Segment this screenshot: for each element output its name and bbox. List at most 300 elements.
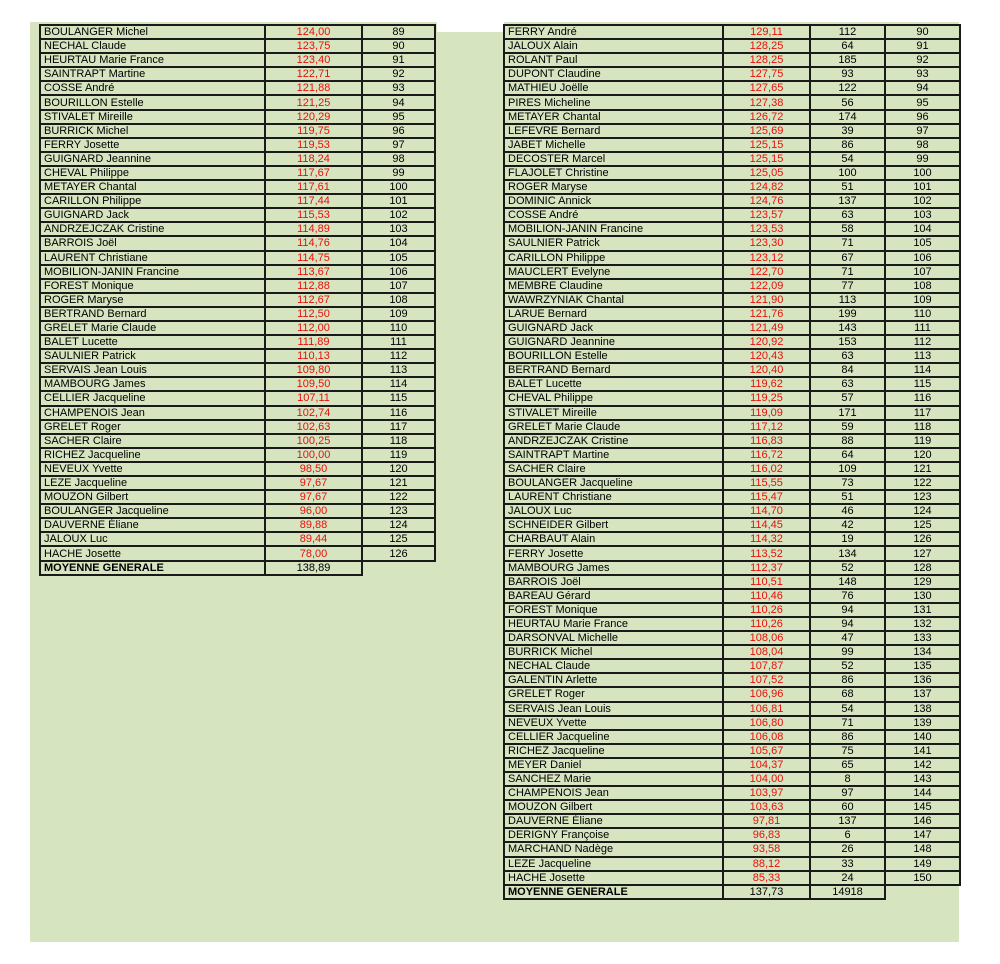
table-row xyxy=(504,702,960,716)
table-row xyxy=(504,110,960,124)
count-cell: 54 xyxy=(810,152,885,166)
table-row xyxy=(40,194,435,208)
member-name-cell: CARILLON Philippe xyxy=(40,194,265,208)
rank-cell: 132 xyxy=(885,617,960,631)
rank-cell: 108 xyxy=(362,293,435,307)
empty-cell xyxy=(885,885,960,899)
rank-cell: 141 xyxy=(885,744,960,758)
table-row xyxy=(504,293,960,307)
rank-cell: 91 xyxy=(362,53,435,67)
score-cell: 114,89 xyxy=(265,222,362,236)
member-name-cell: CHAMPENOIS Jean xyxy=(504,786,723,800)
score-cell: 114,45 xyxy=(723,518,810,532)
table-row xyxy=(40,222,435,236)
score-cell: 108,04 xyxy=(723,645,810,659)
member-name-cell: BOULANGER Michel xyxy=(40,25,265,39)
rank-cell: 127 xyxy=(885,546,960,560)
rank-cell: 98 xyxy=(362,152,435,166)
count-cell: 19 xyxy=(810,532,885,546)
table-row xyxy=(504,532,960,546)
score-cell: 128,25 xyxy=(723,39,810,53)
count-cell: 97 xyxy=(810,786,885,800)
score-cell: 97,81 xyxy=(723,814,810,828)
count-cell: 58 xyxy=(810,222,885,236)
score-cell: 119,25 xyxy=(723,391,810,405)
average-row xyxy=(40,561,435,575)
rank-cell: 103 xyxy=(885,208,960,222)
member-name-cell: METAYER Chantal xyxy=(504,110,723,124)
score-cell: 106,96 xyxy=(723,687,810,701)
member-name-cell: METAYER Chantal xyxy=(40,180,265,194)
rank-cell: 133 xyxy=(885,631,960,645)
rank-cell: 107 xyxy=(885,265,960,279)
table-row xyxy=(40,81,435,95)
table-row xyxy=(40,406,435,420)
score-cell: 125,05 xyxy=(723,166,810,180)
member-name-cell: FERRY Josette xyxy=(40,138,265,152)
rank-cell: 98 xyxy=(885,138,960,152)
table-row xyxy=(504,659,960,673)
score-cell: 127,38 xyxy=(723,95,810,109)
average-label: MOYENNE GENERALE xyxy=(504,885,723,899)
score-cell: 120,92 xyxy=(723,335,810,349)
table-row xyxy=(504,490,960,504)
count-cell: 112 xyxy=(810,25,885,39)
table-row xyxy=(40,377,435,391)
rank-cell: 116 xyxy=(885,391,960,405)
average-row xyxy=(504,885,960,899)
table-row xyxy=(40,391,435,405)
empty-cell xyxy=(362,561,435,575)
member-name-cell: BARROIS Joël xyxy=(40,236,265,250)
rank-cell: 147 xyxy=(885,828,960,842)
member-name-cell: STIVALET Mireille xyxy=(40,110,265,124)
count-cell: 59 xyxy=(810,420,885,434)
member-name-cell: LAURENT Christiane xyxy=(40,251,265,265)
average-value: 138,89 xyxy=(265,561,362,575)
member-name-cell: JABET Michelle xyxy=(504,138,723,152)
rank-cell: 102 xyxy=(885,194,960,208)
score-cell: 112,00 xyxy=(265,321,362,335)
score-cell: 125,69 xyxy=(723,124,810,138)
member-name-cell: ROGER Maryse xyxy=(504,180,723,194)
member-name-cell: DECOSTER Marcel xyxy=(504,152,723,166)
rank-cell: 113 xyxy=(885,349,960,363)
rank-cell: 97 xyxy=(885,124,960,138)
member-name-cell: LEFEVRE Bernard xyxy=(504,124,723,138)
table-row xyxy=(40,335,435,349)
table-row xyxy=(504,871,960,885)
member-name-cell: ANDRZEJCZAK Cristine xyxy=(40,222,265,236)
table-row xyxy=(40,476,435,490)
rank-cell: 145 xyxy=(885,800,960,814)
member-name-cell: MAMBOURG James xyxy=(40,377,265,391)
score-cell: 125,15 xyxy=(723,152,810,166)
count-cell: 46 xyxy=(810,504,885,518)
score-cell: 88,12 xyxy=(723,857,810,871)
rank-cell: 143 xyxy=(885,772,960,786)
score-cell: 100,25 xyxy=(265,434,362,448)
rank-cell: 100 xyxy=(885,166,960,180)
score-cell: 116,83 xyxy=(723,434,810,448)
rank-cell: 93 xyxy=(362,81,435,95)
table-row xyxy=(504,321,960,335)
member-name-cell: DAUVERNE Éliane xyxy=(504,814,723,828)
score-cell: 106,08 xyxy=(723,730,810,744)
rank-cell: 115 xyxy=(885,377,960,391)
score-cell: 111,89 xyxy=(265,335,362,349)
score-cell: 126,72 xyxy=(723,110,810,124)
table-row xyxy=(504,307,960,321)
table-row xyxy=(40,279,435,293)
member-name-cell: MOUZON Gilbert xyxy=(40,490,265,504)
rank-cell: 138 xyxy=(885,702,960,716)
rank-cell: 105 xyxy=(885,236,960,250)
rank-cell: 96 xyxy=(362,124,435,138)
table-row xyxy=(504,786,960,800)
member-name-cell: SCHNEIDER Gilbert xyxy=(504,518,723,532)
table-row xyxy=(504,504,960,518)
member-name-cell: COSSE André xyxy=(40,81,265,95)
member-name-cell: GRELET Roger xyxy=(40,420,265,434)
rank-cell: 137 xyxy=(885,687,960,701)
table-row xyxy=(504,95,960,109)
rank-cell: 134 xyxy=(885,645,960,659)
table-row xyxy=(504,645,960,659)
table-row xyxy=(504,842,960,856)
member-name-cell: NEVEUX Yvette xyxy=(504,716,723,730)
table-row xyxy=(504,758,960,772)
rank-cell: 140 xyxy=(885,730,960,744)
rank-cell: 104 xyxy=(362,236,435,250)
count-cell: 63 xyxy=(810,349,885,363)
total-count: 14918 xyxy=(810,885,885,899)
member-name-cell: LEZE Jacqueline xyxy=(504,857,723,871)
rank-cell: 99 xyxy=(362,166,435,180)
table-row xyxy=(504,251,960,265)
rank-cell: 120 xyxy=(362,462,435,476)
member-name-cell: CARILLON Philippe xyxy=(504,251,723,265)
score-cell: 107,52 xyxy=(723,673,810,687)
score-cell: 78,00 xyxy=(265,546,362,560)
count-cell: 63 xyxy=(810,208,885,222)
table-row xyxy=(504,631,960,645)
table-row xyxy=(40,53,435,67)
table-row xyxy=(40,124,435,138)
count-cell: 63 xyxy=(810,377,885,391)
rank-cell: 121 xyxy=(885,462,960,476)
rank-cell: 122 xyxy=(362,490,435,504)
table-row xyxy=(504,124,960,138)
table-row xyxy=(504,420,960,434)
table-row xyxy=(40,25,435,39)
table-row xyxy=(504,67,960,81)
rank-cell: 104 xyxy=(885,222,960,236)
member-name-cell: RICHEZ Jacqueline xyxy=(40,448,265,462)
table-row xyxy=(40,546,435,560)
member-name-cell: GUIGNARD Jeannine xyxy=(40,152,265,166)
member-name-cell: CHEVAL Philippe xyxy=(504,391,723,405)
count-cell: 86 xyxy=(810,138,885,152)
member-name-cell: MOUZON Gilbert xyxy=(504,800,723,814)
rank-cell: 89 xyxy=(362,25,435,39)
rank-cell: 111 xyxy=(362,335,435,349)
score-cell: 121,90 xyxy=(723,293,810,307)
member-name-cell: JALOUX Luc xyxy=(504,504,723,518)
member-name-cell: MEMBRE Claudine xyxy=(504,279,723,293)
rank-cell: 126 xyxy=(885,532,960,546)
score-cell: 123,12 xyxy=(723,251,810,265)
table-row xyxy=(504,265,960,279)
table-row xyxy=(504,814,960,828)
score-cell: 114,76 xyxy=(265,236,362,250)
rank-cell: 126 xyxy=(362,546,435,560)
table-row xyxy=(504,772,960,786)
count-cell: 64 xyxy=(810,448,885,462)
member-name-cell: BURRICK Michel xyxy=(504,645,723,659)
score-cell: 112,37 xyxy=(723,561,810,575)
score-cell: 113,67 xyxy=(265,265,362,279)
score-cell: 93,58 xyxy=(723,842,810,856)
table-row xyxy=(504,363,960,377)
count-cell: 94 xyxy=(810,603,885,617)
member-name-cell: MOBILION-JANIN Francine xyxy=(504,222,723,236)
rank-cell: 123 xyxy=(362,504,435,518)
member-name-cell: DAUVERNE Éliane xyxy=(40,518,265,532)
rank-cell: 124 xyxy=(362,518,435,532)
score-cell: 120,40 xyxy=(723,363,810,377)
count-cell: 47 xyxy=(810,631,885,645)
table-row xyxy=(40,321,435,335)
table-row xyxy=(504,391,960,405)
table-row xyxy=(504,166,960,180)
table-row xyxy=(504,208,960,222)
count-cell: 100 xyxy=(810,166,885,180)
member-name-cell: HACHE Josette xyxy=(40,546,265,560)
rank-cell: 109 xyxy=(362,307,435,321)
rank-cell: 105 xyxy=(362,251,435,265)
table-row xyxy=(504,222,960,236)
score-cell: 122,71 xyxy=(265,67,362,81)
table-row xyxy=(40,462,435,476)
score-cell: 109,50 xyxy=(265,377,362,391)
average-value: 137,73 xyxy=(723,885,810,899)
member-name-cell: FOREST Monique xyxy=(40,279,265,293)
score-cell: 127,75 xyxy=(723,67,810,81)
member-name-cell: JALOUX Alain xyxy=(504,39,723,53)
table-row xyxy=(40,532,435,546)
table-row xyxy=(504,518,960,532)
rank-cell: 129 xyxy=(885,575,960,589)
score-cell: 119,75 xyxy=(265,124,362,138)
average-label: MOYENNE GENERALE xyxy=(40,561,265,575)
count-cell: 33 xyxy=(810,857,885,871)
table-row xyxy=(504,194,960,208)
rank-cell: 91 xyxy=(885,39,960,53)
member-name-cell: CHEVAL Philippe xyxy=(40,166,265,180)
score-cell: 120,43 xyxy=(723,349,810,363)
rank-cell: 150 xyxy=(885,871,960,885)
score-cell: 122,70 xyxy=(723,265,810,279)
member-name-cell: FERRY André xyxy=(504,25,723,39)
table-row xyxy=(504,335,960,349)
score-cell: 121,88 xyxy=(265,81,362,95)
rank-cell: 90 xyxy=(362,39,435,53)
table-row xyxy=(40,349,435,363)
rank-cell: 131 xyxy=(885,603,960,617)
score-cell: 117,61 xyxy=(265,180,362,194)
table-row xyxy=(40,67,435,81)
rank-cell: 90 xyxy=(885,25,960,39)
table-row xyxy=(504,575,960,589)
score-cell: 89,88 xyxy=(265,518,362,532)
member-name-cell: STIVALET Mireille xyxy=(504,406,723,420)
score-cell: 106,80 xyxy=(723,716,810,730)
table-row xyxy=(40,448,435,462)
member-name-cell: SAULNIER Patrick xyxy=(40,349,265,363)
member-name-cell: MOBILION-JANIN Francine xyxy=(40,265,265,279)
table-row xyxy=(40,138,435,152)
table-row xyxy=(40,420,435,434)
table-row xyxy=(40,39,435,53)
table-row xyxy=(40,293,435,307)
count-cell: 73 xyxy=(810,476,885,490)
rank-cell: 130 xyxy=(885,589,960,603)
member-name-cell: SAINTRAPT Martine xyxy=(504,448,723,462)
table-row xyxy=(40,208,435,222)
member-name-cell: BOURILLON Estelle xyxy=(504,349,723,363)
score-cell: 123,30 xyxy=(723,236,810,250)
member-name-cell: PIRES Micheline xyxy=(504,95,723,109)
member-name-cell: JALOUX Luc xyxy=(40,532,265,546)
rank-cell: 121 xyxy=(362,476,435,490)
member-name-cell: SACHER Claire xyxy=(504,462,723,476)
table-row xyxy=(504,828,960,842)
member-name-cell: NECHAL Claude xyxy=(40,39,265,53)
score-cell: 119,09 xyxy=(723,406,810,420)
rank-cell: 122 xyxy=(885,476,960,490)
rank-cell: 110 xyxy=(362,321,435,335)
score-cell: 125,15 xyxy=(723,138,810,152)
member-name-cell: BARROIS Joël xyxy=(504,575,723,589)
rank-cell: 128 xyxy=(885,561,960,575)
member-name-cell: MAUCLERT Evelyne xyxy=(504,265,723,279)
member-name-cell: GRELET Marie Claude xyxy=(40,321,265,335)
member-name-cell: BAREAU Gérard xyxy=(504,589,723,603)
count-cell: 42 xyxy=(810,518,885,532)
rank-cell: 118 xyxy=(885,420,960,434)
member-name-cell: SAULNIER Patrick xyxy=(504,236,723,250)
member-name-cell: ROLANT Paul xyxy=(504,53,723,67)
member-name-cell: BURRICK Michel xyxy=(40,124,265,138)
table-row xyxy=(504,152,960,166)
table-row xyxy=(40,166,435,180)
count-cell: 99 xyxy=(810,645,885,659)
score-cell: 121,49 xyxy=(723,321,810,335)
count-cell: 6 xyxy=(810,828,885,842)
member-name-cell: LEZE Jacqueline xyxy=(40,476,265,490)
count-cell: 171 xyxy=(810,406,885,420)
rank-cell: 125 xyxy=(885,518,960,532)
rank-cell: 125 xyxy=(362,532,435,546)
score-cell: 124,76 xyxy=(723,194,810,208)
score-cell: 97,67 xyxy=(265,476,362,490)
table-row xyxy=(504,561,960,575)
score-cell: 114,32 xyxy=(723,532,810,546)
rank-cell: 117 xyxy=(362,420,435,434)
rank-cell: 106 xyxy=(362,265,435,279)
rank-cell: 106 xyxy=(885,251,960,265)
rank-cell: 116 xyxy=(362,406,435,420)
score-cell: 119,62 xyxy=(723,377,810,391)
score-cell: 123,40 xyxy=(265,53,362,67)
count-cell: 122 xyxy=(810,81,885,95)
table-row xyxy=(504,279,960,293)
table-row xyxy=(504,81,960,95)
score-cell: 117,67 xyxy=(265,166,362,180)
count-cell: 51 xyxy=(810,490,885,504)
table-row xyxy=(40,236,435,250)
score-cell: 106,81 xyxy=(723,702,810,716)
member-name-cell: CELLIER Jacqueline xyxy=(40,391,265,405)
rank-cell: 142 xyxy=(885,758,960,772)
count-cell: 75 xyxy=(810,744,885,758)
count-cell: 64 xyxy=(810,39,885,53)
member-name-cell: HEURTAU Marie France xyxy=(40,53,265,67)
count-cell: 71 xyxy=(810,236,885,250)
score-cell: 110,26 xyxy=(723,603,810,617)
table-row xyxy=(40,518,435,532)
member-name-cell: BOULANGER Jacqueline xyxy=(40,504,265,518)
table-row xyxy=(504,687,960,701)
count-cell: 52 xyxy=(810,561,885,575)
score-cell: 110,46 xyxy=(723,589,810,603)
count-cell: 113 xyxy=(810,293,885,307)
table-row xyxy=(40,251,435,265)
score-cell: 127,65 xyxy=(723,81,810,95)
count-cell: 67 xyxy=(810,251,885,265)
member-name-cell: MARCHAND Nadège xyxy=(504,842,723,856)
rank-cell: 124 xyxy=(885,504,960,518)
score-cell: 112,67 xyxy=(265,293,362,307)
count-cell: 84 xyxy=(810,363,885,377)
table-row xyxy=(40,180,435,194)
member-name-cell: CELLIER Jacqueline xyxy=(504,730,723,744)
score-cell: 103,63 xyxy=(723,800,810,814)
count-cell: 153 xyxy=(810,335,885,349)
member-name-cell: BALET Lucette xyxy=(40,335,265,349)
table-row xyxy=(504,377,960,391)
member-name-cell: GALENTIN Arlette xyxy=(504,673,723,687)
table-row xyxy=(504,53,960,67)
rank-cell: 112 xyxy=(885,335,960,349)
rank-cell: 119 xyxy=(885,434,960,448)
member-name-cell: NEVEUX Yvette xyxy=(40,462,265,476)
rank-cell: 135 xyxy=(885,659,960,673)
score-cell: 89,44 xyxy=(265,532,362,546)
rank-cell: 94 xyxy=(885,81,960,95)
count-cell: 185 xyxy=(810,53,885,67)
count-cell: 54 xyxy=(810,702,885,716)
rank-cell: 114 xyxy=(362,377,435,391)
count-cell: 71 xyxy=(810,265,885,279)
count-cell: 109 xyxy=(810,462,885,476)
table-row xyxy=(504,25,960,39)
table-row xyxy=(504,546,960,560)
table-row xyxy=(40,434,435,448)
rank-cell: 101 xyxy=(885,180,960,194)
member-name-cell: SERVAIS Jean Louis xyxy=(40,363,265,377)
